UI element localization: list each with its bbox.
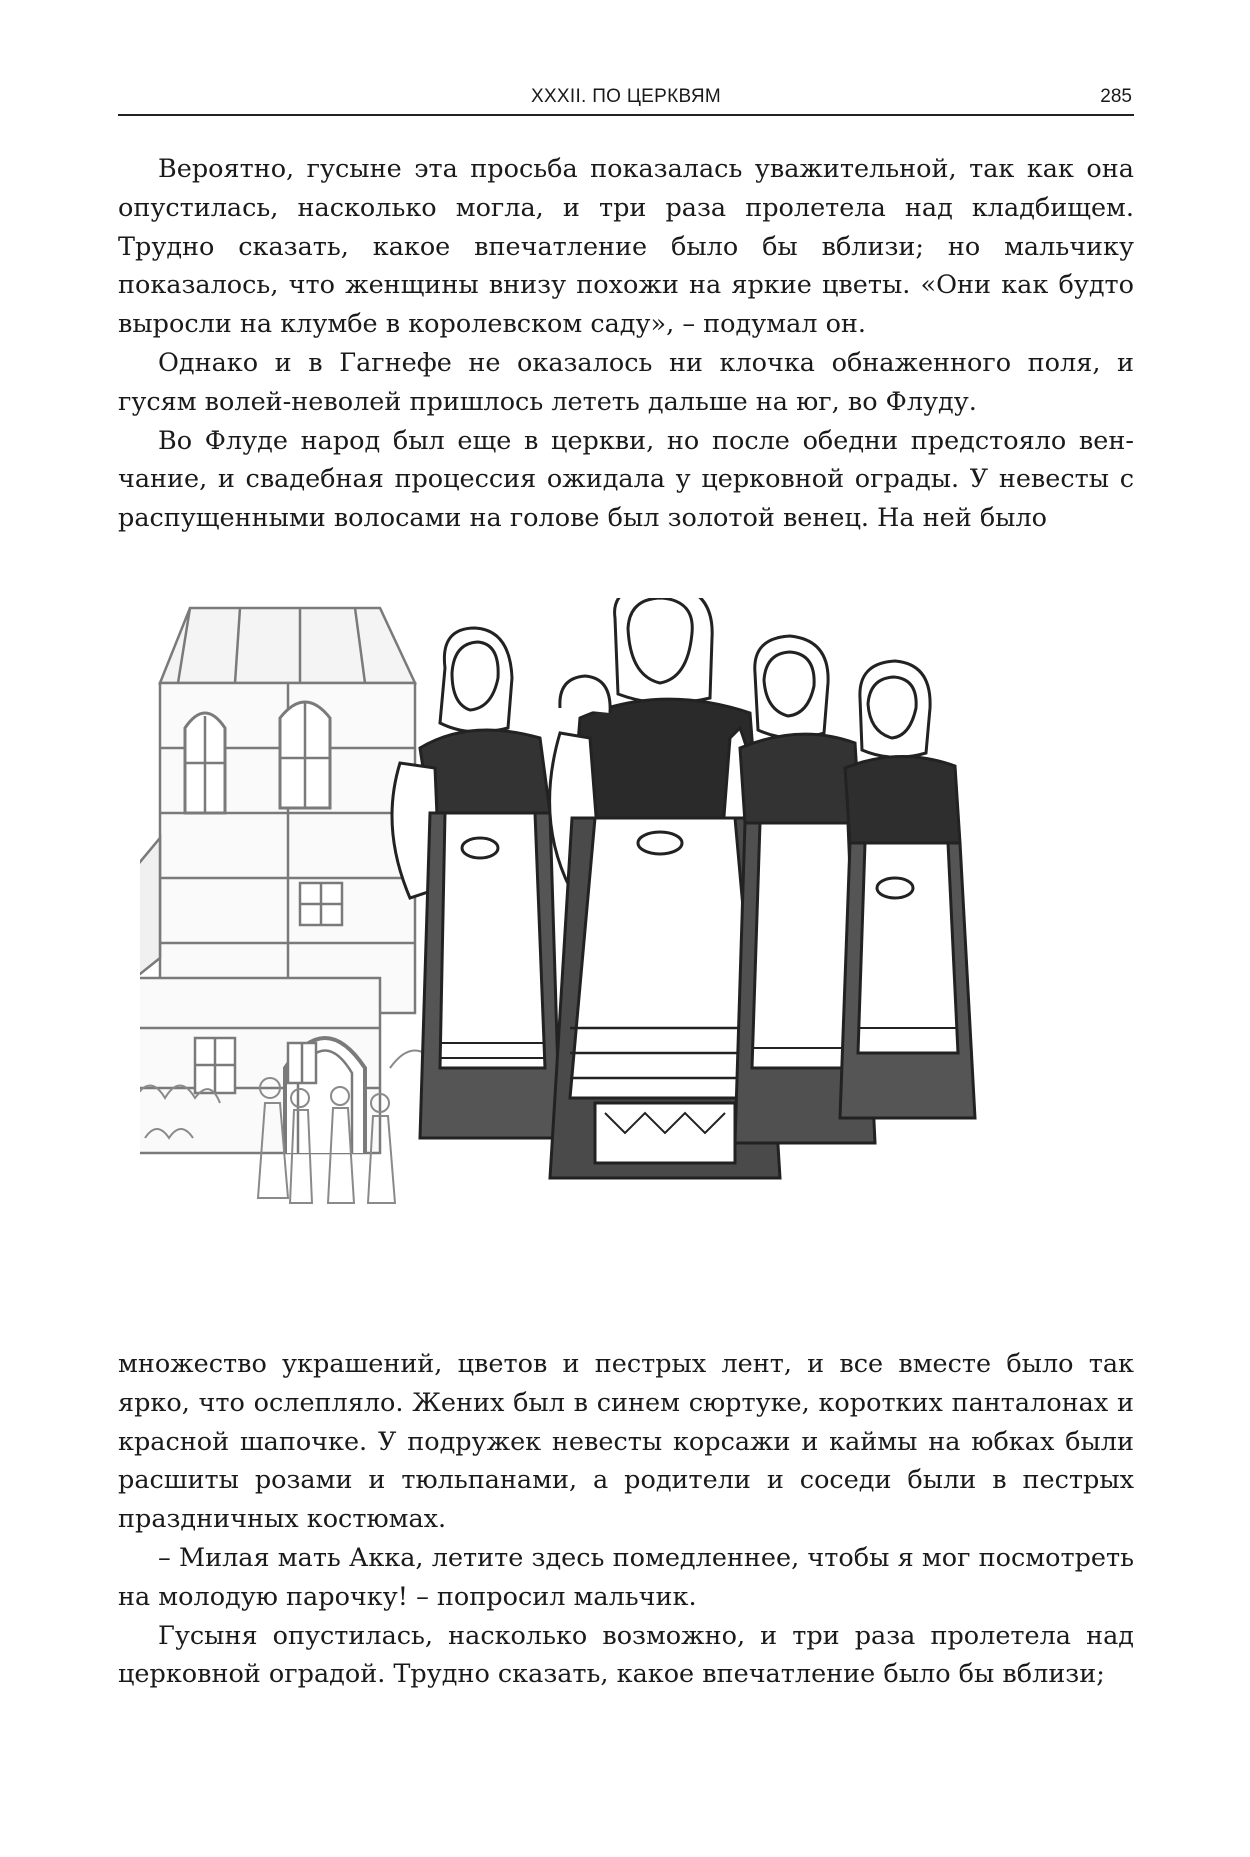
paragraph: Во Флуде народ был еще в церкви, но после обедни предстояло венчание, и свадебная процессия ожидала у церковной ограды. У невесты с распущенными волосами на голове был золотой венец. На ней было bbox=[118, 425, 1134, 534]
paragraph: – Милая мать Акка, летите здесь помедленнее, чтобы я мог посмотреть на молодую парочку! – попросил мальчик. bbox=[118, 1542, 1134, 1612]
church-drawing bbox=[140, 608, 415, 1153]
text-block-top bbox=[118, 150, 1134, 538]
paragraph: множество украшений, цветов и пестрых лент, и все вместе было так ярко, что ослепляло. Жених был в синем сюртуке, коротких панталонах и красной шапочке. У подружек невесты корсажи и каймы на юбках были расшиты розами и тюльпанами, а родители и соседи были в пестрых праздничных костюмах. bbox=[118, 1349, 1134, 1535]
paragraph: Гусыня опустилась, насколько возможно, и три раза пролетела над церковной оградой. Трудно сказать, какое впечатление было бы вблизи; bbox=[118, 1620, 1134, 1690]
illustration-church-procession bbox=[140, 598, 1130, 1298]
bridesmaids-drawing bbox=[392, 598, 975, 1178]
paragraph: Вероятно, гусыне эта просьба показалась уважительной, так как она опустилась, насколько могла, и три раза пролетела над кладбищем. Трудно сказать, какое впечатление было бы вблизи; но мальчику показалось, что женщины внизу похожи на яркие цветы. «Они как будто выросли на клумбе в королевском саду», – подумал он. bbox=[118, 154, 1134, 340]
text-block-bottom bbox=[118, 1345, 1134, 1694]
paragraph: Однако и в Гагнефе не оказалось ни клочка обнаженного поля, и гусям волей-неволей пришлось лететь дальше на юг, во Флуду. bbox=[118, 347, 1134, 417]
chapter-title: XXXII. ПО ЦЕРКВЯМ bbox=[530, 86, 721, 107]
page-number: 285 bbox=[1100, 86, 1132, 107]
running-header bbox=[118, 78, 1134, 116]
